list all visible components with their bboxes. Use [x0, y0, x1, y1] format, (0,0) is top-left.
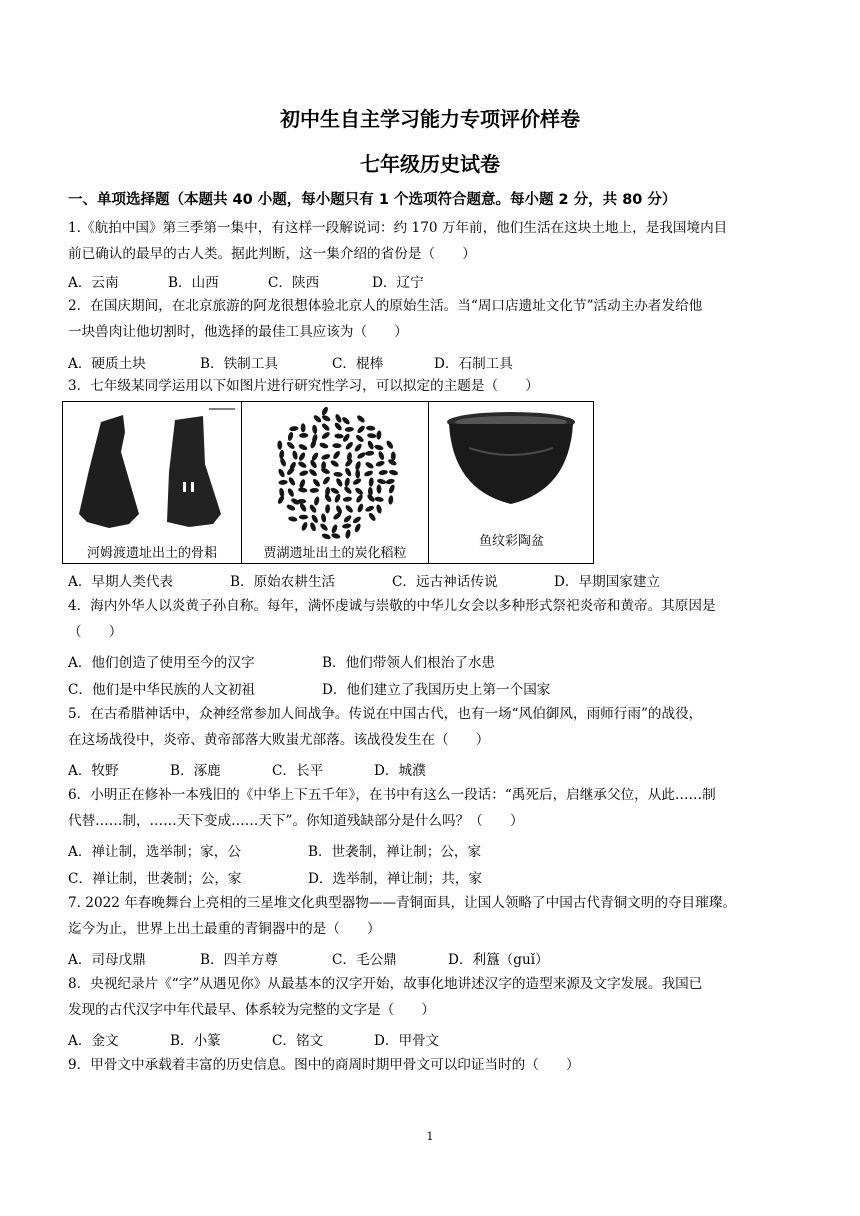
option-c: C．长平 [272, 763, 324, 779]
image-cell-rice [242, 402, 429, 563]
option-a: A．早期人类代表 [68, 574, 173, 590]
exam-subtitle: 七年级历史试卷 [360, 152, 500, 176]
rice-grain [333, 421, 343, 431]
option-a: A．司母戊鼎 [68, 952, 146, 968]
rice-grain [377, 478, 387, 485]
question-5-line-2: 在这场战役中，炎帝、黄帝部落大败蚩尤部落。该战役发生在（ ） [68, 732, 490, 748]
rice-grain [367, 440, 375, 450]
rice-grain [332, 450, 341, 460]
section-heading: 一、单项选择题（本题共 40 小题，每小题只有 1 个选项符合题意。每小题 2 分，共 80 分） [68, 192, 677, 208]
rice-grain [356, 424, 366, 434]
bone-spade-image [63, 402, 241, 542]
rice-grain [322, 475, 331, 485]
rice-grain [365, 505, 375, 513]
rice-grain [321, 533, 331, 541]
rice-grain [277, 468, 286, 478]
option-c: C．铭文 [272, 1033, 324, 1049]
caption-bone-spade: 河姆渡遗址出土的骨耜 [86, 546, 217, 561]
option-a: A．禅让制，选举制；家，公 [68, 844, 241, 860]
rice-grain [319, 442, 329, 450]
option-a: A．牧野 [68, 763, 119, 779]
rice-grain [332, 443, 341, 448]
rice-grain [289, 426, 299, 432]
option-d: D．早期国家建立 [554, 574, 661, 590]
rice-grain [321, 422, 331, 432]
rice-grain [330, 459, 340, 468]
rice-grain [344, 477, 351, 487]
rice-grain [356, 451, 366, 460]
rice-grain [352, 477, 362, 486]
option-d: D．甲骨文 [374, 1033, 440, 1049]
rice-grain [288, 516, 298, 523]
rice-grain [292, 450, 299, 460]
exam-title: 初中生自主学习能力专项评价样卷 [280, 107, 580, 131]
rice-grain [298, 487, 308, 493]
rice-grain [377, 450, 385, 460]
option-b: B．铁制工具 [200, 356, 278, 372]
question-5-options [68, 759, 426, 779]
option-b: B．涿鹿 [170, 763, 221, 779]
option-b: B．世袭制，禅让制；公，家 [308, 844, 482, 860]
option-c: C．毛公鼎 [332, 952, 397, 968]
rice-grain [391, 452, 396, 461]
rice-grain [312, 424, 318, 434]
option-c: C．远古神话传说 [392, 574, 498, 590]
rice-grain [342, 433, 351, 443]
question-6-options-row-2 [68, 867, 482, 887]
rice-grain [388, 495, 394, 505]
rice-grain [378, 469, 388, 475]
rice-grain [299, 502, 308, 512]
rice-grain [353, 443, 363, 453]
caption-rice: 贾湖遗址出土的炭化稻粒 [263, 546, 407, 561]
question-6-line-1: 6．小明正在修补一本残旧的《中华上下五千年》，在书中有这么一段话：“禹死后，启继承父位，从此……制 [68, 787, 716, 803]
rice-grain [300, 521, 308, 531]
rice-grain [287, 487, 296, 497]
rice-grain [297, 460, 307, 469]
rice-grain [312, 478, 322, 488]
rice-grain [333, 472, 343, 478]
rice-grain [368, 477, 374, 487]
option-c: C．禅让制，世袭制；公，家 [68, 871, 242, 887]
rice-grain [320, 513, 326, 523]
rice-grain [277, 440, 282, 449]
question-7-line-1: 7. 2022 年春晚舞台上亮相的三星堆文化典型器物——青铜面具，让国人领略了中国古代青铜文明的夺目璀璨。 [68, 895, 736, 911]
question-1-line-2: 前已确认的最早的古人类。据此判断，这一集介绍的省份是（ ） [68, 246, 476, 262]
rice-grain [297, 499, 306, 504]
image-table [62, 401, 594, 564]
rice-grain [352, 515, 362, 524]
rice-grain [342, 496, 352, 502]
rice-grain [286, 503, 296, 511]
rice-grain [385, 440, 394, 450]
option-a: A．金文 [68, 1033, 119, 1049]
rice-grain [298, 443, 308, 451]
rice-grain [298, 451, 307, 461]
rice-grain [335, 477, 344, 487]
rice-grain [278, 480, 288, 486]
question-8-line-1: 8．央视纪录片《“字”从遇见你》从最基本的汉字开始，故事化地讲述汉字的造型来源及文字发展。我国已 [68, 976, 703, 992]
rice-grain [331, 524, 339, 534]
option-d: D．辽宁 [372, 275, 424, 291]
rice-grain [298, 479, 306, 489]
rice-grain [354, 523, 362, 533]
rice-grain [344, 467, 353, 477]
rice-grain [344, 504, 354, 514]
rice-grain [375, 460, 385, 468]
rice-grain [334, 433, 344, 438]
question-4-line-2: （ ） [68, 624, 123, 640]
rice-grain [345, 529, 351, 539]
rice-grain [310, 488, 320, 493]
rice-grain [342, 523, 352, 529]
question-4-options-row-2 [68, 678, 550, 698]
rice-grain [344, 427, 354, 433]
caption-pottery-basin: 鱼纹彩陶盆 [478, 534, 544, 549]
rice-grain [368, 512, 377, 522]
option-b: B．原始农耕生活 [230, 574, 336, 590]
rice-grain [367, 433, 377, 439]
rice-grain [366, 425, 376, 430]
question-3-options [68, 570, 660, 590]
rice-grain [355, 434, 365, 444]
rice-grain [312, 414, 322, 424]
question-8-options [68, 1029, 439, 1049]
rice-grain [344, 441, 354, 451]
question-2-line-2: 一块兽肉让他切割时，他选择的最佳工具应该为（ ） [68, 324, 408, 340]
question-7-options [68, 948, 549, 968]
rice-grain [356, 414, 366, 424]
question-8-line-2: 发现的古代汉字中年代最早、体系较为完整的文字是（ ） [68, 1002, 436, 1018]
question-1-options [68, 271, 424, 291]
rice-grain [355, 493, 364, 503]
rice-grain [388, 484, 396, 494]
question-6-options-row-1 [68, 840, 481, 860]
rice-grain [321, 414, 331, 423]
question-3-line-1: 3．七年级某同学运用以下如图片进行研究性学习，可以拟定的主题是（ ） [68, 378, 539, 394]
pottery-basin-image [429, 402, 594, 522]
rice-grain [299, 433, 308, 438]
option-c: C．他们是中华民族的人文初祖 [68, 682, 256, 698]
rice-grain [354, 460, 361, 470]
question-1-line-1: 1.《航拍中国》第三季第一集中，有这样一段解说词：约 170 万年前，他们生活在这块土地上，是我国境内目 [68, 220, 728, 236]
rice-grain [301, 423, 306, 432]
question-4-options-row-1 [68, 651, 495, 671]
question-2-options [68, 352, 513, 372]
rice-grain [287, 431, 294, 441]
rice-grain [308, 468, 318, 478]
carbonized-rice-image [242, 402, 428, 542]
rice-grain [376, 484, 381, 493]
rice-grain [299, 469, 309, 476]
rice-grain [388, 469, 398, 476]
rice-grain [365, 451, 375, 457]
rice-grain [343, 514, 353, 524]
question-2-line-1: 2．在国庆期间，在北京旅游的阿龙很想体验北京人的原始生活。当“周口店遗址文化节”活动主办者发给他 [68, 298, 703, 314]
option-a: A．云南 [68, 275, 119, 291]
option-b: B．小篆 [170, 1033, 221, 1049]
rice-grain [357, 503, 365, 513]
rice-grain [375, 504, 382, 514]
rice-grain [341, 416, 351, 426]
question-6-line-2: 代替……制，……天下变成……天下”。你知道残缺部分是什么吗？（ ） [68, 813, 524, 829]
rice-grain [374, 496, 384, 502]
option-d: D．石制工具 [434, 356, 513, 372]
rice-grain [331, 532, 341, 539]
option-a: A．他们创造了使用至今的汉字 [68, 655, 255, 671]
rice-grain [334, 413, 342, 423]
rice-grain [321, 406, 330, 416]
option-b: B．四羊方尊 [200, 952, 278, 968]
rice-grain [287, 476, 296, 486]
question-9-line-1: 9．甲骨文中承载着丰富的历史信息。图中的商周时期甲骨文可以印证当时的（ ） [68, 1057, 580, 1073]
rice-grain [355, 469, 360, 478]
rice-grain [330, 487, 340, 496]
rice-grain [321, 453, 331, 461]
option-c: C．棍棒 [332, 356, 384, 372]
option-d: D．他们建立了我国历史上第一个国家 [322, 682, 551, 698]
rice-grain [354, 487, 364, 497]
image-cell-bone-spade [63, 402, 242, 563]
rice-grain [376, 430, 382, 440]
question-5-line-1: 5．在古希腊神话中，众神经常参加人间战争。传说在中国古代，也有一场“风伯御风，雨师行雨”的战役， [68, 706, 703, 722]
option-b: B．他们带领人们根治了水患 [322, 655, 496, 671]
page-number: 1 [426, 1130, 434, 1143]
option-a: A．硬质土块 [68, 356, 146, 372]
rice-grain [313, 496, 320, 506]
rice-grain [364, 461, 374, 470]
image-cell-pottery-basin [429, 402, 594, 563]
question-7-line-2: 迄今为止，世界上出土最重的青铜器中的是（ ） [68, 921, 381, 937]
option-d: D．利簋（guǐ） [448, 952, 549, 968]
rice-grain [299, 515, 308, 520]
option-d: D．选举制，禅让制；共，家 [308, 871, 483, 887]
option-d: D．城濮 [374, 763, 426, 779]
rice-grain [319, 522, 329, 532]
rice-grain [343, 485, 353, 495]
rice-grain [321, 431, 331, 440]
rice-grain [385, 478, 395, 485]
question-4-line-1: 4．海内外华人以炎黄子孙自称。每年，满怀虔诚与崇敬的中华儿女会以多种形式祭祀炎帝和黄帝。其原因是 [68, 598, 716, 614]
rice-grain [286, 441, 296, 451]
rice-grain [325, 504, 330, 513]
rice-grain [374, 444, 384, 451]
rice-grain [363, 470, 373, 478]
option-c: C．陕西 [268, 275, 320, 291]
rice-grain [334, 493, 342, 503]
rice-grain [309, 522, 317, 532]
option-b: B．山西 [168, 275, 219, 291]
